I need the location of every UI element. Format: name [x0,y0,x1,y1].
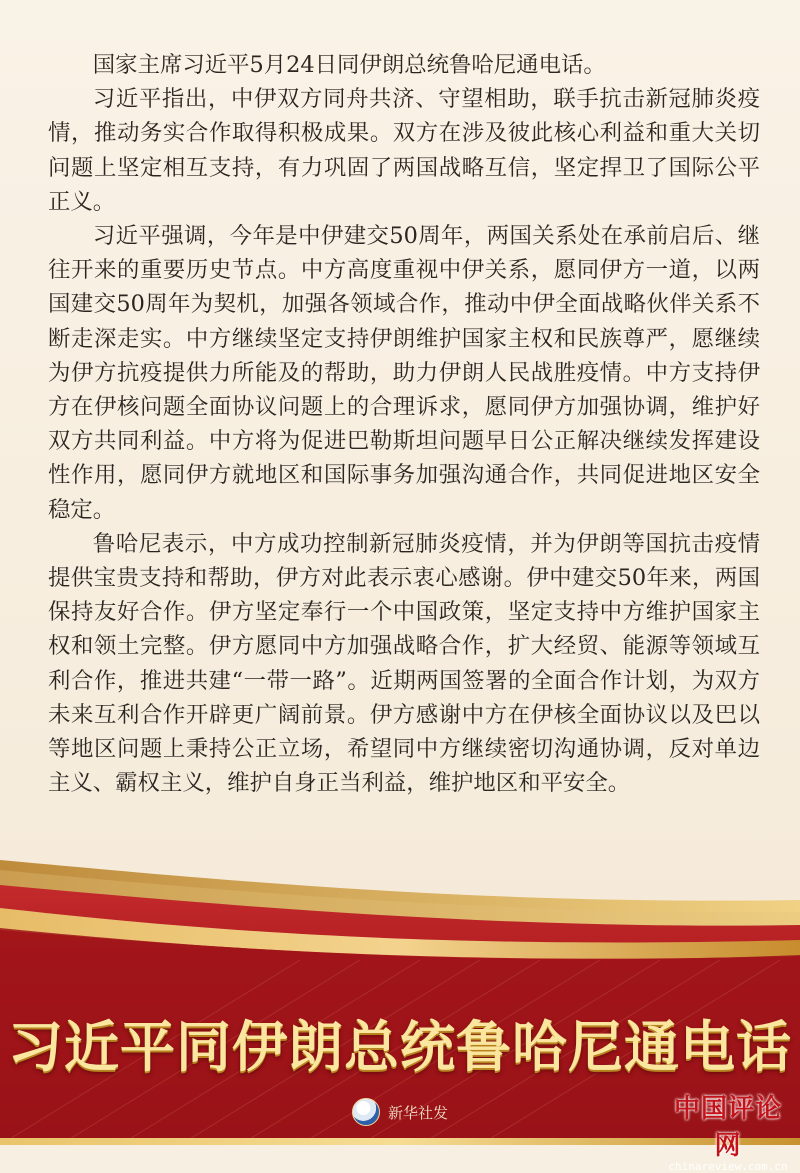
paragraph-1: 国家主席习近平5月24日同伊朗总统鲁哈尼通电话。 [92,52,606,78]
xinhua-logo-icon [352,1098,380,1126]
publisher-name: 新华社发 [388,1103,449,1122]
banner-title: 习近平同伊朗总统鲁哈尼通电话 [7,1015,792,1079]
paragraph-4: 鲁哈尼表示，中方成功控制新冠肺炎疫情，并为伊朗等国抗击疫情提供宝贵支持和帮助，伊方对此表示衷心感谢。伊中建交50年来，两国保持友好合作。伊方坚定奉行一个中国政策，坚定支持中方维护国家主权和领土完整。伊方愿同中方加强战略合作，扩大经贸、能源等领域互利合作，推进共建“一带一路”。近期两国签署的全面合作计划，为双方未来互利合作开辟更广阔前景。伊方感谢中方在伊核全面协议以及巴以等地区问题上秉持公正立场，希望同中方继续密切沟通协调，反对单边主义、霸权主义，维护自身正当利益，维护地区和平安全。 [48,530,760,797]
watermark-name: 中国评论网 [673,1094,782,1161]
paragraph-2: 习近平指出，中伊双方同舟共济、守望相助，联手抗击新冠肺炎疫情，推动务实合作取得积极成果。双方在涉及彼此核心利益和重大关切问题上坚定相互支持，有力巩固了两国战略互信，坚定捍卫了国际公平正义。 [48,86,760,215]
paragraph-3: 习近平强调，今年是中伊建交50周年，两国关系处在承前启后、继往开来的重要历史节点。中方高度重视中伊关系，愿同伊方一道，以两国建交50周年为契机，加强各领域合作，推动中伊全面战略伙伴关系不断走深走实。中方继续坚定支持伊朗维护国家主权和民族尊严，愿继续为伊方抗疫提供力所能及的帮助，助力伊朗人民战胜疫情。中方支持伊方在伊核问题全面协议问题上的合理诉求，愿同伊方加强协调，维护好双方共同利益。中方将为促进巴勒斯坦问题早日公正解决继续发挥建设性作用，愿同伊方就地区和国际事务加强沟通合作，共同促进地区安全稳定。 [48,223,760,523]
site-watermark [664,1088,792,1173]
publisher-credit [352,1098,448,1126]
watermark-url: chinareview.com.cn [668,1160,788,1173]
